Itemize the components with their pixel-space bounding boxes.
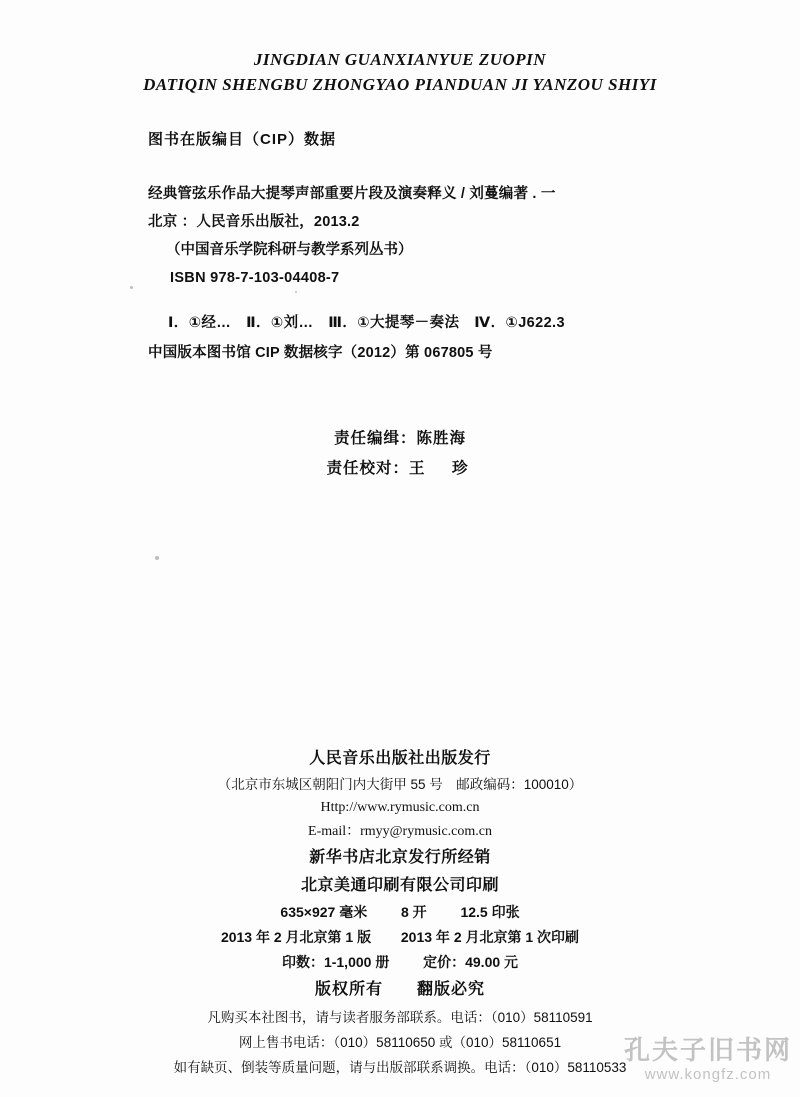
watermark <box>624 1035 792 1085</box>
print-run: 印数：1-1,000 册 <box>281 954 390 970</box>
cip-classification-block <box>148 308 668 368</box>
watermark-site-url: www.kongfz.com <box>644 1066 772 1083</box>
publisher-line: 人民音乐出版社出版发行 <box>309 750 491 767</box>
cip-classification-line: Ⅰ．①经… Ⅱ．①刘… Ⅲ．①大提琴－奏法 Ⅳ．①J622.3 <box>168 315 565 331</box>
responsible-editor-name: 陈胜海 <box>416 430 467 447</box>
colophon <box>0 745 800 1080</box>
impression-statement: 2013 年 2 月北京第 1 次印刷 <box>400 929 580 945</box>
scan-speck <box>130 286 133 289</box>
copyright-notice: 版权所有 翻版必究 <box>314 981 485 998</box>
proofreader-line <box>0 454 800 484</box>
spec-format: 8 开 <box>400 904 427 920</box>
service-note-1: 凡购买本社图书，请与读者服务部联系。电话：（010）58110591 <box>207 1010 593 1025</box>
publisher-email: E-mail：rmyy@rymusic.com.cn <box>308 824 492 839</box>
running-head <box>0 48 800 98</box>
price: 定价：49.00 元 <box>423 954 519 970</box>
running-head-line-1: JINGDIAN GUANXIANYUE ZUOPIN <box>253 50 547 69</box>
edition-statement: 2013 年 2 月北京第 1 版 <box>220 929 372 945</box>
cip-series: （中国音乐学院科研与教学系列丛书） <box>166 242 413 258</box>
cip-title-statement: 经典管弦乐作品大提琴声部重要片段及演奏释义 / 刘蔓编著 . 一 <box>148 186 556 202</box>
edition-line <box>0 925 800 950</box>
cip-isbn: ISBN 978-7-103-04408-7 <box>170 270 340 286</box>
responsible-editor-label: 责任编缉： <box>333 430 417 447</box>
cip-number-line: 中国版本图书馆 CIP 数据核字（2012）第 067805 号 <box>148 345 493 361</box>
proofreader-name: 王 珍 <box>409 460 474 477</box>
watermark-site-name: 孔夫子旧书网 <box>623 1035 792 1065</box>
publisher-website: Http://www.rymusic.com.cn <box>320 800 480 815</box>
spec-paper-size: 635×927 毫米 <box>280 904 368 920</box>
specification-line <box>0 900 800 925</box>
staff-credits <box>0 424 800 484</box>
cip-entry <box>148 180 668 292</box>
printer-line: 北京美通印刷有限公司印刷 <box>300 877 499 894</box>
spec-print-sheets: 12.5 印张 <box>460 904 520 920</box>
cip-imprint: 北京 ：人民音乐出版社，2013.2 <box>148 214 360 230</box>
responsible-editor-line <box>0 424 800 454</box>
running-head-line-2: DATIQIN SHENGBU ZHONGYAO PIANDUAN JI YANZOU SHIYI <box>143 75 657 94</box>
print-run-line <box>0 950 800 975</box>
service-note-2: 网上售书电话：（010）58110650 或（010）58110651 <box>238 1035 562 1050</box>
distributor-line: 新华书店北京发行所经销 <box>309 849 491 866</box>
publisher-address: （北京市东城区朝阳门内大街甲 55 号 邮政编码：100010） <box>217 777 583 792</box>
service-note-3: 如有缺页、倒装等质量问题，请与出版部联系调换。电话：（010）58110533 <box>173 1060 627 1075</box>
cip-heading: 图书在版编目（CIP）数据 <box>148 131 337 148</box>
scan-speck <box>155 556 159 560</box>
proofreader-label: 责任校对： <box>326 460 409 477</box>
